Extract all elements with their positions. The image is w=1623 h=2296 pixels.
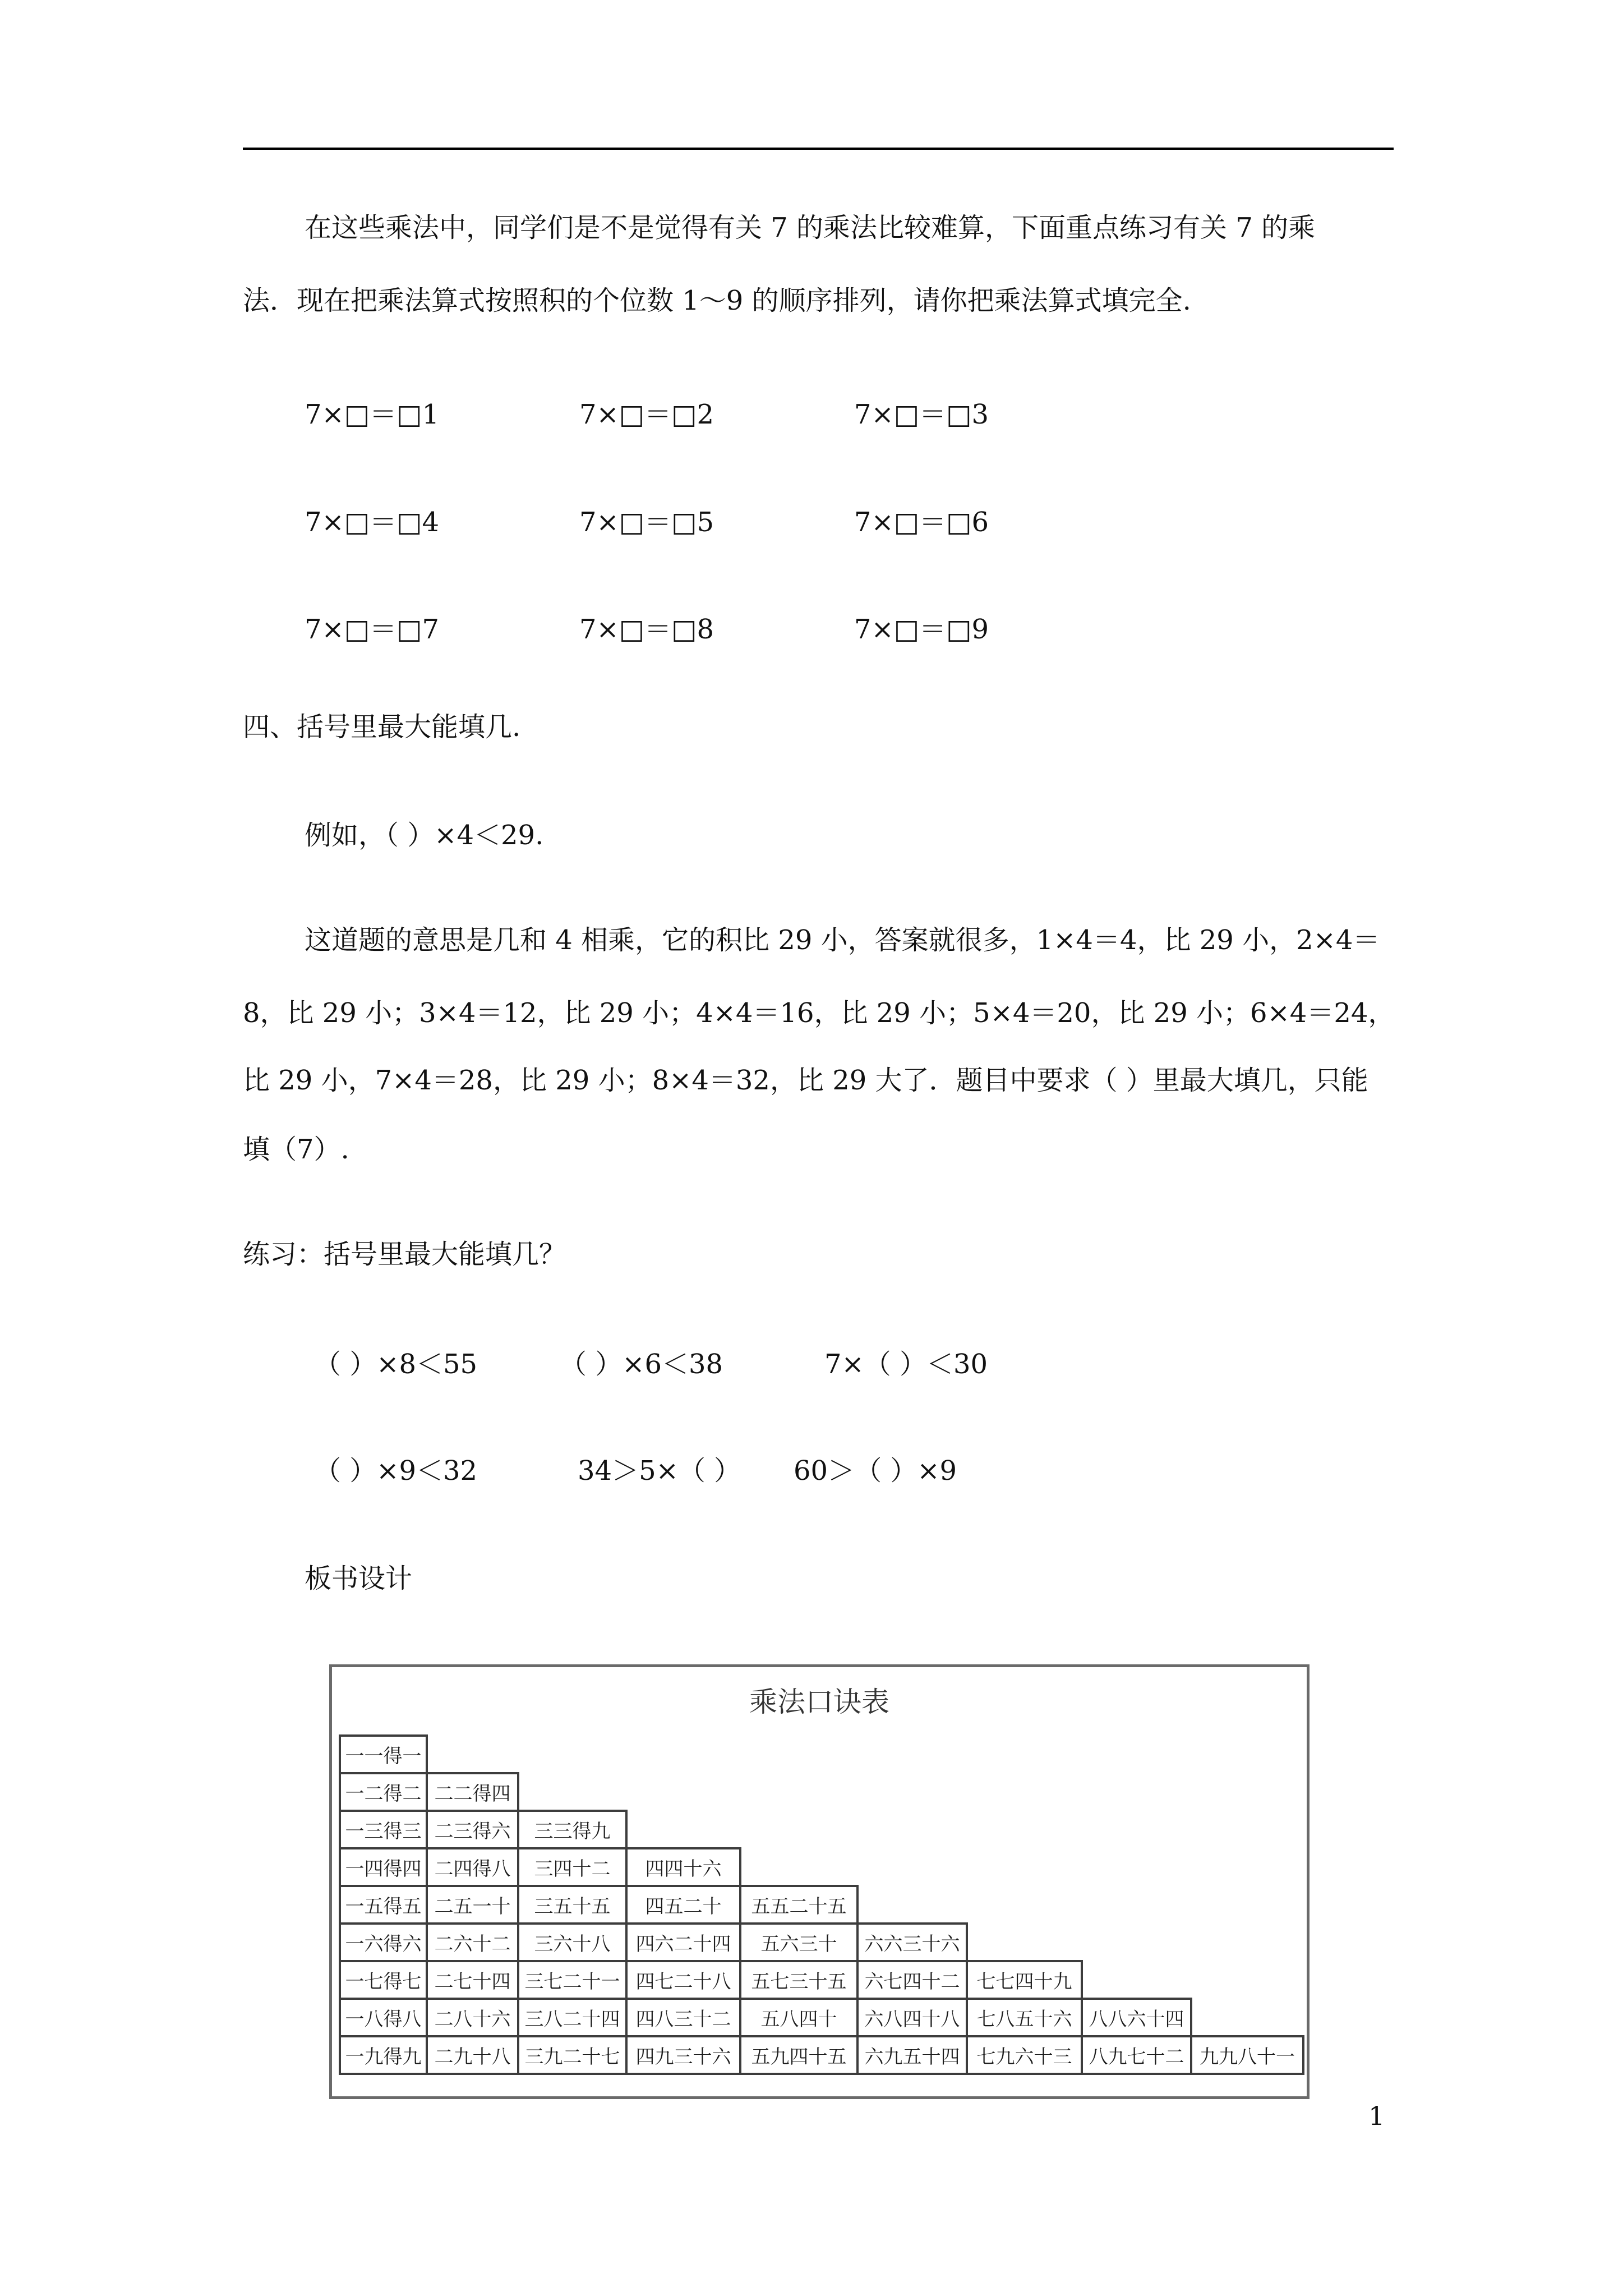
board-design-label: 板书设计	[305, 1563, 413, 1594]
equation: 7×□＝□4	[305, 507, 440, 538]
table-cell: 六七四十二	[856, 1960, 968, 2000]
table-cell: 二八十六	[426, 1998, 519, 2037]
table-cell: 七八五十六	[966, 1998, 1083, 2037]
table-cell: 三八二十四	[517, 1998, 628, 2037]
equation: 7×□＝□9	[854, 614, 989, 645]
practice-heading: 练习：括号里最大能填几？	[243, 1239, 566, 1270]
equation: 7×□＝□1	[305, 399, 440, 430]
table-cell: 四五二十	[625, 1885, 741, 1925]
table-cell: 一三得三	[339, 1810, 428, 1849]
table-cell: 二四得八	[426, 1847, 519, 1887]
section-4-heading: 四、括号里最大能填几.	[243, 711, 521, 743]
table-cell: 一六得六	[339, 1922, 428, 1962]
table-cell: 二六十二	[426, 1922, 519, 1962]
table-cell: 一八得八	[339, 1998, 428, 2037]
explanation-line: 比 29 小，7×4＝28，比 29 小；8×4＝32，比 29 大了．题目中要求（ ）里最大填几，只能	[243, 1065, 1368, 1096]
table-cell: 五八四十	[739, 1998, 859, 2037]
equation: 7×□＝□6	[854, 507, 989, 538]
page-number: 1	[1368, 2101, 1385, 2131]
table-cell: 三六十八	[517, 1922, 628, 1962]
explanation-line: 填（7）.	[243, 1134, 349, 1165]
practice-item: （ ）×9＜32	[314, 1455, 478, 1487]
table-cell: 三九二十七	[517, 2035, 628, 2075]
practice-item: （ ）×8＜55	[314, 1349, 478, 1380]
header-rule	[243, 148, 1394, 150]
explanation-line: 8，比 29 小；3×4＝12，比 29 小；4×4＝16，比 29 小；5×4＝20，比 29 小；6×4＝24，	[243, 997, 1395, 1029]
intro-line-2: 法．现在把乘法算式按照积的个位数 1～9 的顺序排列，请你把乘法算式填完全.	[243, 285, 1191, 316]
explanation-line: 这道题的意思是几和 4 相乘，它的积比 29 小，答案就很多，1×4＝4，比 29 小，2×4＝	[305, 924, 1380, 956]
multiplication-table-figure	[329, 1664, 1310, 2099]
table-cell: 二七十四	[426, 1960, 519, 2000]
equation: 7×□＝□2	[579, 399, 714, 430]
equation: 7×□＝□5	[579, 507, 714, 538]
table-cell: 三三得九	[517, 1810, 628, 1849]
table-cell: 四六二十四	[625, 1922, 741, 1962]
table-cell: 一五得五	[339, 1885, 428, 1925]
table-cell: 六六三十六	[856, 1922, 968, 1962]
practice-item: 7×（ ）＜30	[824, 1349, 988, 1380]
table-cell: 二五一十	[426, 1885, 519, 1925]
table-title: 乘法口诀表	[749, 1686, 889, 1718]
practice-item: （ ）×6＜38	[560, 1349, 723, 1380]
table-cell: 七七四十九	[966, 1960, 1083, 2000]
table-cell: 五九四十五	[739, 2035, 859, 2075]
table-cell: 一九得九	[339, 2035, 428, 2075]
table-cell: 九九八十一	[1190, 2035, 1304, 2075]
equation: 7×□＝□3	[854, 399, 989, 430]
table-cell: 一二得二	[339, 1772, 428, 1812]
table-cell: 八八六十四	[1081, 1998, 1192, 2037]
table-cell: 四八三十二	[625, 1998, 741, 2037]
example-line: 例如，（ ）×4＜29.	[305, 820, 544, 851]
table-cell: 三五十五	[517, 1885, 628, 1925]
equation: 7×□＝□8	[579, 614, 714, 645]
table-cell: 四七二十八	[625, 1960, 741, 2000]
table-cell: 一七得七	[339, 1960, 428, 2000]
table-cell: 一四得四	[339, 1847, 428, 1887]
equation: 7×□＝□7	[305, 614, 440, 645]
table-cell: 三四十二	[517, 1847, 628, 1887]
table-cell: 三七二十一	[517, 1960, 628, 2000]
intro-line-1: 在这些乘法中，同学们是不是觉得有关 7 的乘法比较难算，下面重点练习有关 7 的乘	[305, 212, 1316, 243]
table-cell: 四四十六	[625, 1847, 741, 1887]
table-cell: 五六三十	[739, 1922, 859, 1962]
table-cell: 二九十八	[426, 2035, 519, 2075]
table-cell: 五五二十五	[739, 1885, 859, 1925]
table-cell: 二二得四	[426, 1772, 519, 1812]
table-cell: 七九六十三	[966, 2035, 1083, 2075]
table-cell: 五七三十五	[739, 1960, 859, 2000]
practice-item: 60＞（ ）×9	[794, 1455, 957, 1487]
table-cell: 一一得一	[339, 1734, 428, 1774]
practice-item: 34＞5×（ ）	[578, 1455, 741, 1487]
table-cell: 六九五十四	[856, 2035, 968, 2075]
table-cell: 六八四十八	[856, 1998, 968, 2037]
table-cell: 八九七十二	[1081, 2035, 1192, 2075]
table-cell: 四九三十六	[625, 2035, 741, 2075]
table-cell: 二三得六	[426, 1810, 519, 1849]
